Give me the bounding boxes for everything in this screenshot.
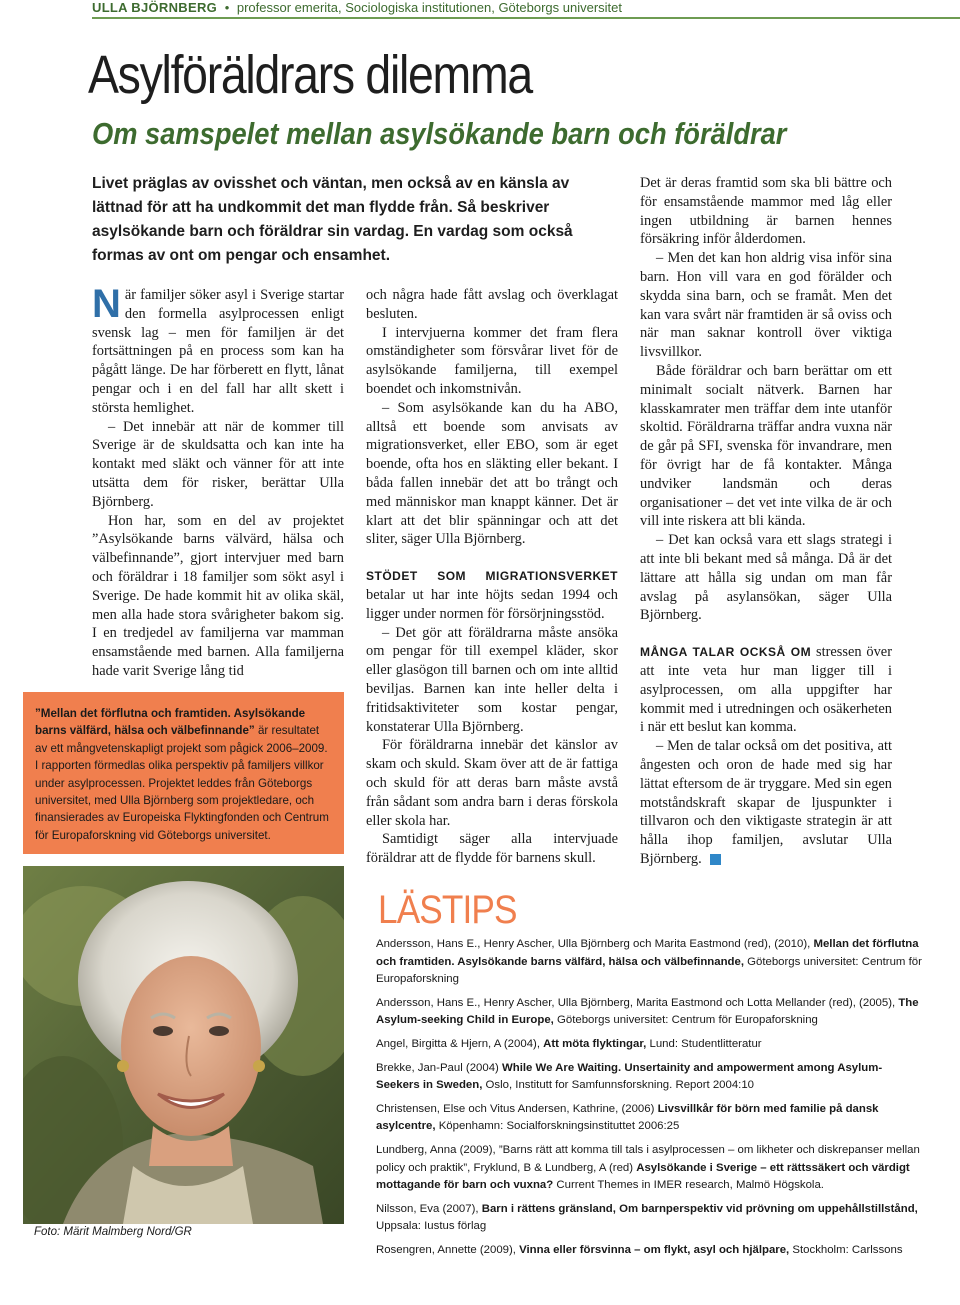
article-subtitle: Om samspelet mellan asylsökande barn och föräldrar	[92, 116, 787, 151]
photo-credit: Foto: Märit Malmberg Nord/GR	[34, 1226, 192, 1238]
author-role: professor emerita, Sociologiska institutionen, Göteborgs universitet	[236, 0, 623, 15]
header-rule	[92, 17, 960, 19]
body-paragraph: Både föräldrar och barn berättar om ett minimalt socialt nätverk. Barnen har klasskamrater men träffar dem inte utanför skoltid. Föräldrarna träffar andra vuxna när de går på SFI, svenska för invandrare, men för övrigt har de få kontakter. Många undviker landsmän och deras organisationer – det vet inte vilka de är och vill inte riskera att bli kända.	[640, 362, 892, 530]
reading-tip-item: Brekke, Jan-Paul (2004) While We Are Waiting. Unsertainity and ampowerment among Asylum-Seekers in Sweden, Oslo, Institutt for Samfunnsforskning. Report 2004:10	[376, 1061, 883, 1092]
body-paragraph: När familjer söker asyl i Sverige startar den formella asylprocessen enligt svensk lag – men för familjen är det fortsättningen på en process som kan ha pågått länge. De har förberett en flytt, lånat pengar och i en del fall har allt skett i största hemlighet.	[92, 282, 344, 416]
body-paragraph: och några hade fått avslag och överklagat besluten.	[366, 287, 618, 322]
body-column-2	[366, 286, 618, 868]
reading-tip-item: Andersson, Hans E., Henry Ascher, Ulla Björnberg, Marita Eastmond och Lotta Mellander (red), (2005), The Asylum-seeking Child in Europe, Göteborgs universitet: Centrum för Europaforskning	[376, 996, 919, 1027]
subhead-paragraph: STÖDET SOM MIGRATIONSVERKET betalar ut har inte höjts sedan 1994 och ligger under normen för försörjningsstöd.	[366, 569, 618, 622]
body-column-1	[92, 282, 344, 681]
reading-tips-list	[376, 936, 924, 1266]
body-paragraph: Det är deras framtid som ska bli bättre och för ensamstående mammor med låg eller ingen utbildning är barnen hennes försäkring inför ålderdomen.	[640, 175, 892, 248]
byline-separator: •	[224, 0, 230, 15]
byline	[92, 0, 622, 15]
article-title: Asylföräldrars dilemma	[88, 45, 532, 105]
body-paragraph: – Det innebär att när de kommer till Sverige är de skuldsatta och kan inte ha kontakt med släkt och vänner för att inte utsätta dem för risker, berättar Ulla Björnberg.	[92, 418, 344, 510]
subhead-paragraph: MÅNGA TALAR OCKSÅ OM stressen över att inte veta hur man ligger till i asylprocessen, om alla uppgifter har kommit med i utredningen och osäkerheten i när ett beslut kan komma.	[640, 644, 892, 736]
reading-tip-item: Christensen, Else och Vitus Andersen, Kathrine, (2006) Livsvillkår för börn med familie på dansk asylcentre, Köpenhamn: Socialforskningsinstituttet 2006:25	[376, 1102, 879, 1133]
fact-box	[23, 692, 344, 854]
fact-box-text: är resultatet av ett mångvetenskapligt projekt som pågick 2006–2009. I rapporten förmedlas olika perspektiv på familjers villkor under asylprocessen. Projektet leddes från Göteborgs universitet, med Ulla Björnberg som projektledare, och finansierades av Europeiska Flyktingfonden och Centrum för Europaforskning vid Göteborgs universitet.	[35, 724, 329, 842]
fact-box-title: ”Mellan det förflutna och framtiden. Asylsökande barns välfärd, hälsa och välbefinnande”	[35, 707, 306, 738]
body-paragraph: – Det kan också vara ett slags strategi i att inte bli bekant med så många. Då är det lättare att hålla sig undan om man får avslag på asylansökan, säger Ulla Björnberg.	[640, 532, 892, 624]
body-paragraph: För föräldrarna innebär det känslor av skam och skuld. Skam över att de är fattiga och skuld för att deras barn måste avstå från sådant som andra barn i deras förskola eller skola har.	[366, 737, 618, 829]
body-paragraph: – Som asylsökande kan du ha ABO, alltså ett boende som anvisats av migrationsverket, eller EBO, som är eget boende, ofta hos en släkting eller bekant. I båda fallen innebär det att bo trångt och med människor man knappt känner. Det är klart att det blir spänningar och att det sliter, säger Ulla Björnberg.	[366, 399, 618, 548]
body-paragraph: – Det gör att föräldrarna måste ansöka om pengar för till exempel kläder, skor eller glasögon till barnen och om inte alltid beviljas. Barnen kan inte heller delta i fritidsaktiviteter som kostar pengar, konstaterar Ulla Björnberg.	[366, 624, 618, 735]
reading-tip-item: Andersson, Hans E., Henry Ascher, Ulla Björnberg och Marita Eastmond (red), (2010), Mellan det förflutna och framtiden. Asylsökande barns välfärd, hälsa och välbefinnande, Göteborgs universitet: Centrum för Europaforskning	[376, 938, 922, 986]
author-name: ULLA BJÖRNBERG	[92, 0, 218, 15]
reading-tip-item: Lundberg, Anna (2009), ”Barns rätt att komma till tals i asylprocessen – om likheter och diskrepanser mellan policy och praktik”, Fryklund, B & Lundberg, A (red) Asylsökande i Sverige – ett rättssäkert och värdigt mottagande för barn och vuxna? Current Themes in IMER research, Malmö Högskola.	[376, 1143, 920, 1192]
subhead-lead: STÖDET SOM MIGRATIONSVERKET	[366, 569, 618, 584]
body-paragraph: – Men de talar också om det positiva, att ångesten och oron de hade med sig har lättat eftersom de är tryggare. Med sin egen motståndskraft skapar de ljuspunkter i tillvaron och den viktigaste strategin är att hålla ihop familjen, avslutar Ulla Björnberg.	[640, 738, 892, 867]
body-paragraph: Hon har, som en del av projektet ”Asylsökande barns välvärd, hälsa och välbefinnande”, gjort intervjuer med barn och föräldrar i 18 familjer som sökt asyl i Sverige. De hade kommit hit av olika skäl, men alla hade stora svårigheter bakom sig. I en tredjedel av familjerna var mamman ensamstående med barnen. Alla familjerna hade varit Sverige lång tid	[92, 512, 344, 679]
body-paragraph: I intervjuerna kommer det fram flera omständigheter som försvårar livet för de asylsökande familjerna, till exempel boendet och inkomstnivån.	[366, 324, 618, 397]
body-paragraph: Samtidigt säger alla intervjuade föräldrar att de flydde för barnens skull.	[366, 831, 618, 867]
reading-tips-title: LÄSTIPS	[378, 888, 517, 932]
body-paragraph: – Men det kan hon aldrig visa inför sina barn. Hon vill vara en god förälder och skydda sina barn, och se framåt. Men det kan vara svårt när framtiden är så oviss och när man saknar kontroll över viktiga livsvillkor.	[640, 250, 892, 361]
article-ingress: Livet präglas av ovisshet och väntan, men också av en känsla av lättnad för att ha undkommit det man flydde från. Så beskriver asylsökande barn och föräldrar sin vardag. En vardag som också formas av ont om pengar och ensamhet.	[92, 175, 573, 264]
subhead-lead: MÅNGA TALAR OCKSÅ OM	[640, 645, 812, 660]
drop-cap: N	[92, 282, 121, 326]
reading-tip-item: Angel, Birgitta & Hjern, A (2004), Att möta flyktingar, Lund: Studentlitteratur	[376, 1037, 762, 1050]
body-column-3	[640, 174, 892, 869]
reading-tip-item: Nilsson, Eva (2007), Barn i rättens gränsland, Om barnperspektiv vid prövning om uppehållstillstånd, Uppsala: Iustus förlag	[376, 1202, 918, 1233]
reading-tip-item: Rosengren, Annette (2009), Vinna eller försvinna – om flykt, asyl och hjälpare, Stockholm: Carlssons	[376, 1243, 903, 1256]
portrait-illustration	[23, 866, 344, 1224]
portrait-photo	[23, 866, 344, 1224]
end-mark-icon	[710, 854, 721, 865]
